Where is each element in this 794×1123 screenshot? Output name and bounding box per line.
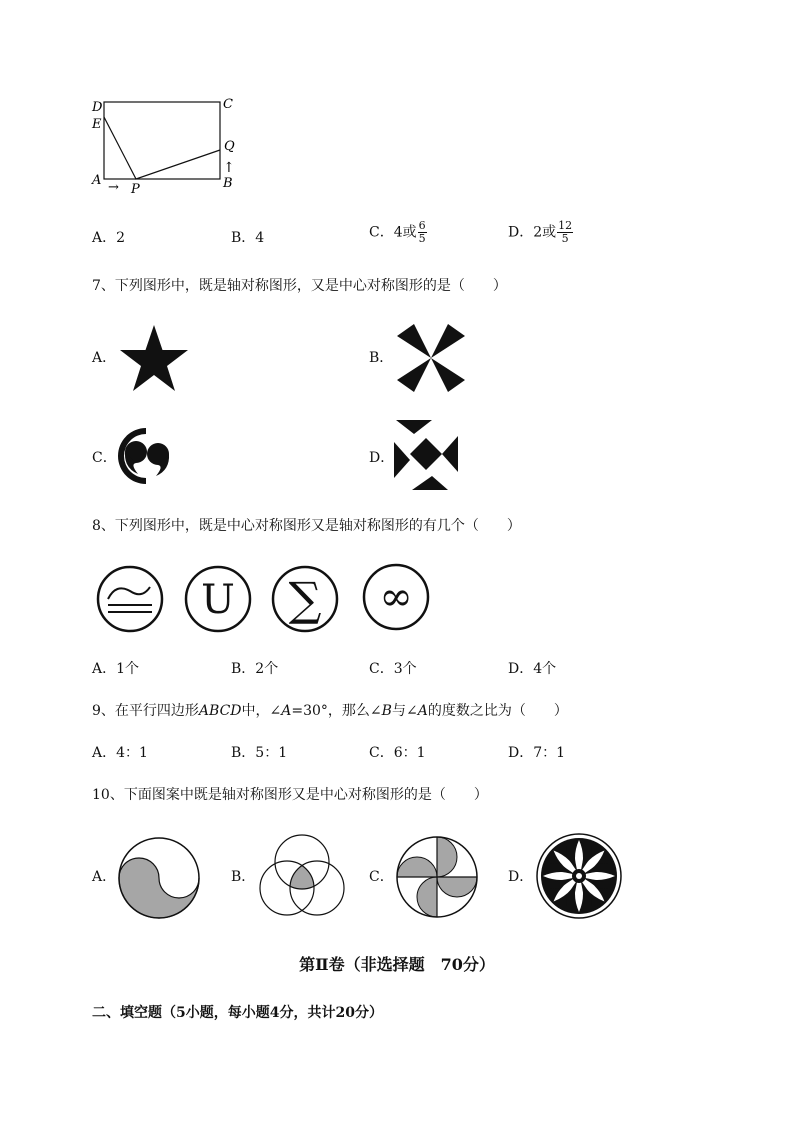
star-icon [118,323,190,393]
q8-option-b[interactable]: B．2个 [231,661,279,677]
q7-option-d[interactable]: D． [369,450,395,466]
fraction: $\frac{12}{5}$ [558,219,573,245]
q8-option-c[interactable]: C．3个 [369,661,417,677]
symbol-sigma: ∑ [288,572,322,626]
q9-option-b[interactable]: B．5：1 [231,745,288,761]
label-c: C [223,97,233,112]
q6-option-a[interactable]: A．2 [92,230,126,246]
pinwheel-triangles-icon [394,322,468,394]
symbol-infinity: ∞ [379,574,413,620]
windmill-circle-icon [395,835,479,919]
symbol-u: U [201,577,235,623]
circled-symbol-1 [96,565,164,633]
q7-option-b[interactable]: B． [369,350,394,366]
label-a: A [92,173,102,188]
circled-symbol-4 [362,563,430,631]
fraction: $\frac{6}{5}$ [418,219,426,245]
q10-option-a[interactable]: A． [92,869,117,885]
q7-stem: 7、下列图形中，既是轴对称图形，又是中心对称图形的是（ ） [92,278,507,294]
q10-stem: 10、下面图案中既是轴对称图形又是中心对称图形的是（ ） [92,787,488,803]
label-b: B [223,176,233,191]
double-comma-icon [116,424,176,488]
label-p: P [131,182,140,197]
q10-option-c[interactable]: C． [369,869,394,885]
label-e: E [92,117,102,132]
q8-option-a[interactable]: A．1个 [92,661,140,677]
circled-symbol-2 [184,565,252,633]
yin-yang-icon [117,836,201,920]
q9-option-a[interactable]: A．4：1 [92,745,148,761]
q7-option-c[interactable]: C． [92,450,117,466]
q9-stem: 9、在平行四边形ABCD中，∠A=30°，那么∠B与∠A的度数之比为（ ） [92,703,568,719]
q9-option-d[interactable]: D．7：1 [508,745,566,761]
q8-stem: 8、下列图形中，既是中心对称图形又是轴对称图形的有几个（ ） [92,518,521,534]
arrow-right-icon: → [108,180,119,195]
q6-option-d[interactable]: D．2或 $\frac{12}{5}$ [508,219,573,245]
label-q: Q [224,139,235,154]
q6-option-c[interactable]: C．4或 $\frac{6}{5}$ [369,219,426,245]
section-title: 第Ⅱ卷（非选择题 70分） [299,955,495,974]
q10-option-b[interactable]: B． [231,869,256,885]
rectangle-figure [86,92,246,200]
section-heading: 二、填空题（5小题，每小题4分，共计20分） [92,1005,383,1021]
q8-option-d[interactable]: D．4个 [508,661,557,677]
q6-option-b[interactable]: B．4 [231,230,265,246]
q10-option-d[interactable]: D． [508,869,534,885]
arrow-up-icon: ↑ [223,160,235,176]
square-triangles-icon [392,420,460,492]
q7-option-a[interactable]: A． [92,350,117,366]
three-circles-icon [256,832,348,920]
snowflake-circle-icon [535,832,623,920]
circled-symbol-3 [271,565,339,633]
q9-option-c[interactable]: C．6：1 [369,745,426,761]
label-d: D [92,100,103,115]
